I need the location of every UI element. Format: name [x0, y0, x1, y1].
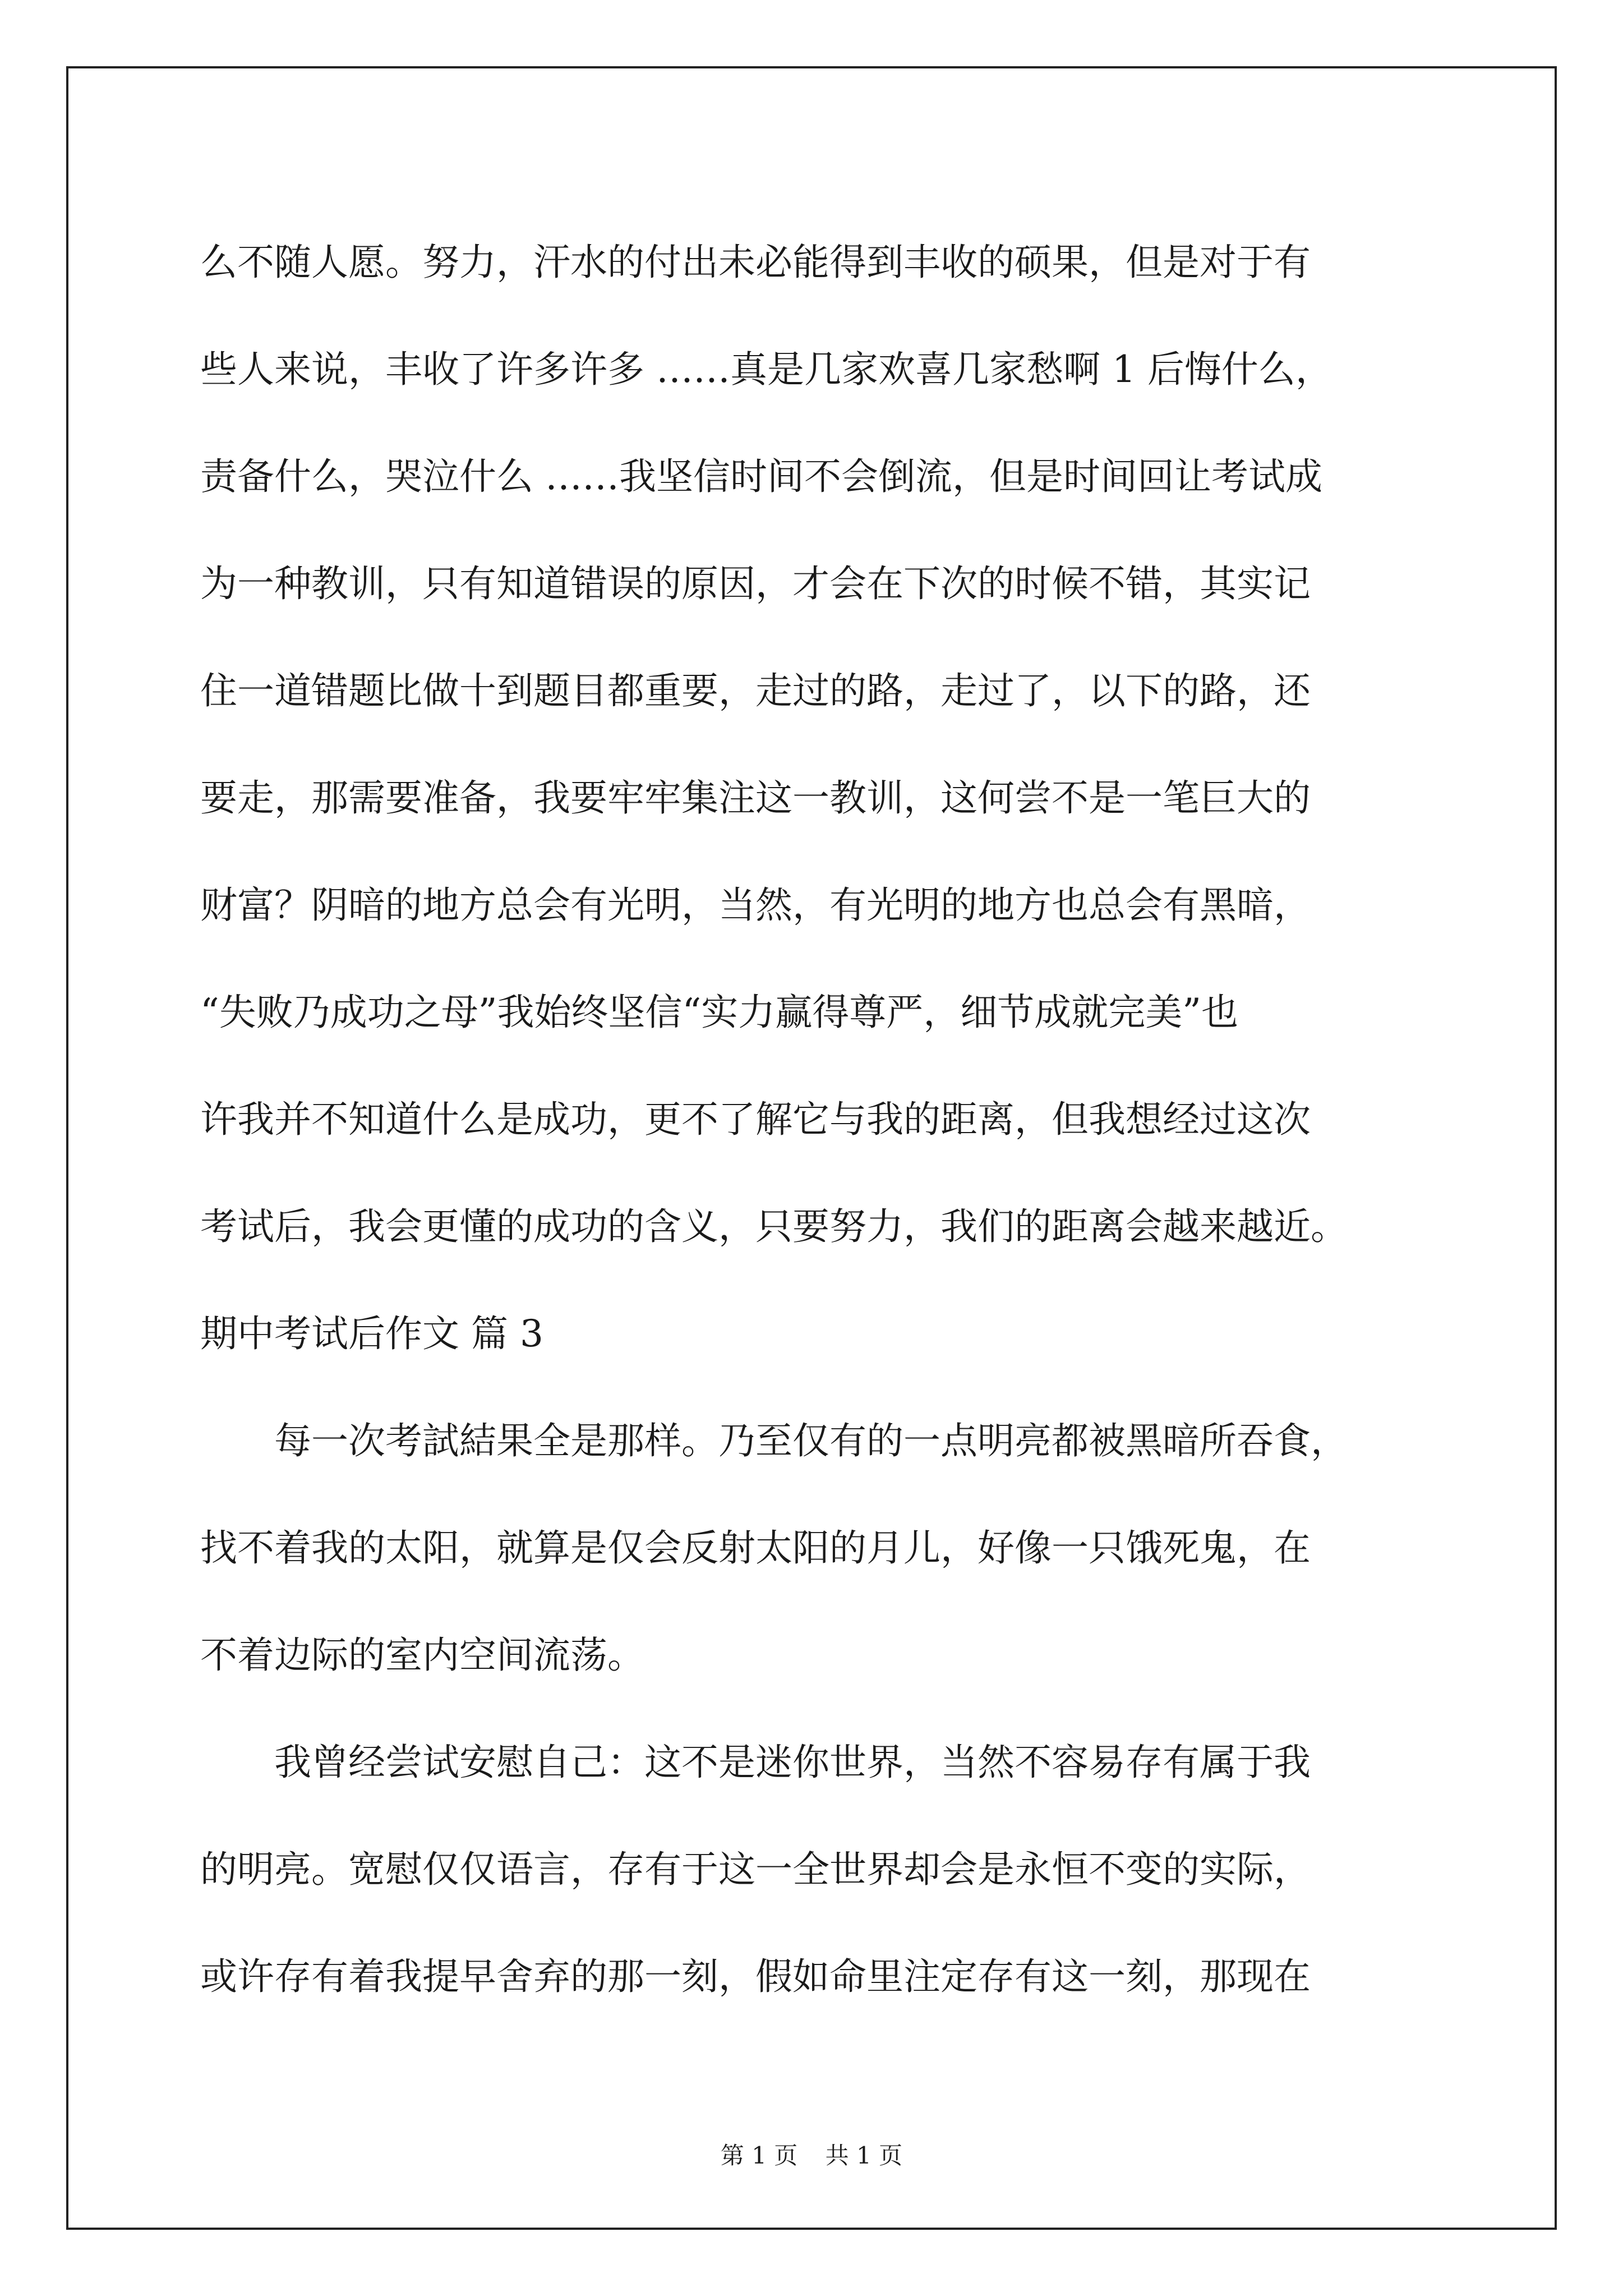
body-line: “失败乃成功之母”我始终坚信“实力赢得尊严，细节成就完美”也	[200, 991, 1238, 1034]
section-heading: 期中考试后作文 篇 3	[200, 1312, 543, 1355]
paragraph-line: 每一次考試結果全是那样。乃至仅有的一点明亮都被黑暗所吞食，	[274, 1419, 1348, 1462]
body-line: 许我并不知道什么是成功，更不了解它与我的距离，但我想经过这次	[200, 1098, 1311, 1141]
page-total: 共 1 页	[825, 2142, 903, 2169]
document-body	[200, 209, 1434, 2030]
body-line: 住一道错题比做十到题目都重要，走过的路，走过了，以下的路，还	[200, 669, 1311, 712]
paragraph-line: 不着边际的室内空间流荡。	[200, 1634, 644, 1677]
paragraph-line: 或许存有着我提早舍弃的那一刻，假如命里注定存有这一刻，那现在	[200, 1955, 1311, 1998]
paragraph-line: 的明亮。宽慰仅仅语言，存有于这一全世界却会是永恒不变的实际，	[200, 1848, 1311, 1891]
body-line: 要走，那需要准备，我要牢牢集注这一教训，这何尝不是一笔巨大的	[200, 776, 1311, 820]
page-footer	[0, 2137, 1623, 2171]
body-line: 么不随人愿。努力，汗水的付出未必能得到丰收的硕果，但是对于有	[200, 241, 1311, 284]
body-line: 考试后，我会更懂的成功的含义，只要努力，我们的距离会越来越近。	[200, 1205, 1348, 1248]
paragraph-line: 找不着我的太阳，就算是仅会反射太阳的月儿，好像一只饿死鬼，在	[200, 1526, 1311, 1570]
body-line: 为一种教训，只有知道错误的原因，才会在下次的时候不错，其实记	[200, 562, 1311, 605]
body-line: 些人来说，丰收了许多许多 ……真是几家欢喜几家愁啊 1 后悔什么，	[200, 348, 1332, 391]
paragraph-line: 我曾经尝试安慰自己：这不是迷你世界，当然不容易存有属于我	[274, 1741, 1311, 1784]
page-number: 第 1 页	[720, 2142, 798, 2169]
body-line: 财富？阴暗的地方总会有光明，当然，有光明的地方也总会有黑暗，	[200, 884, 1311, 927]
body-line: 责备什么，哭泣什么 ……我坚信时间不会倒流，但是时间回让考试成	[200, 455, 1322, 498]
